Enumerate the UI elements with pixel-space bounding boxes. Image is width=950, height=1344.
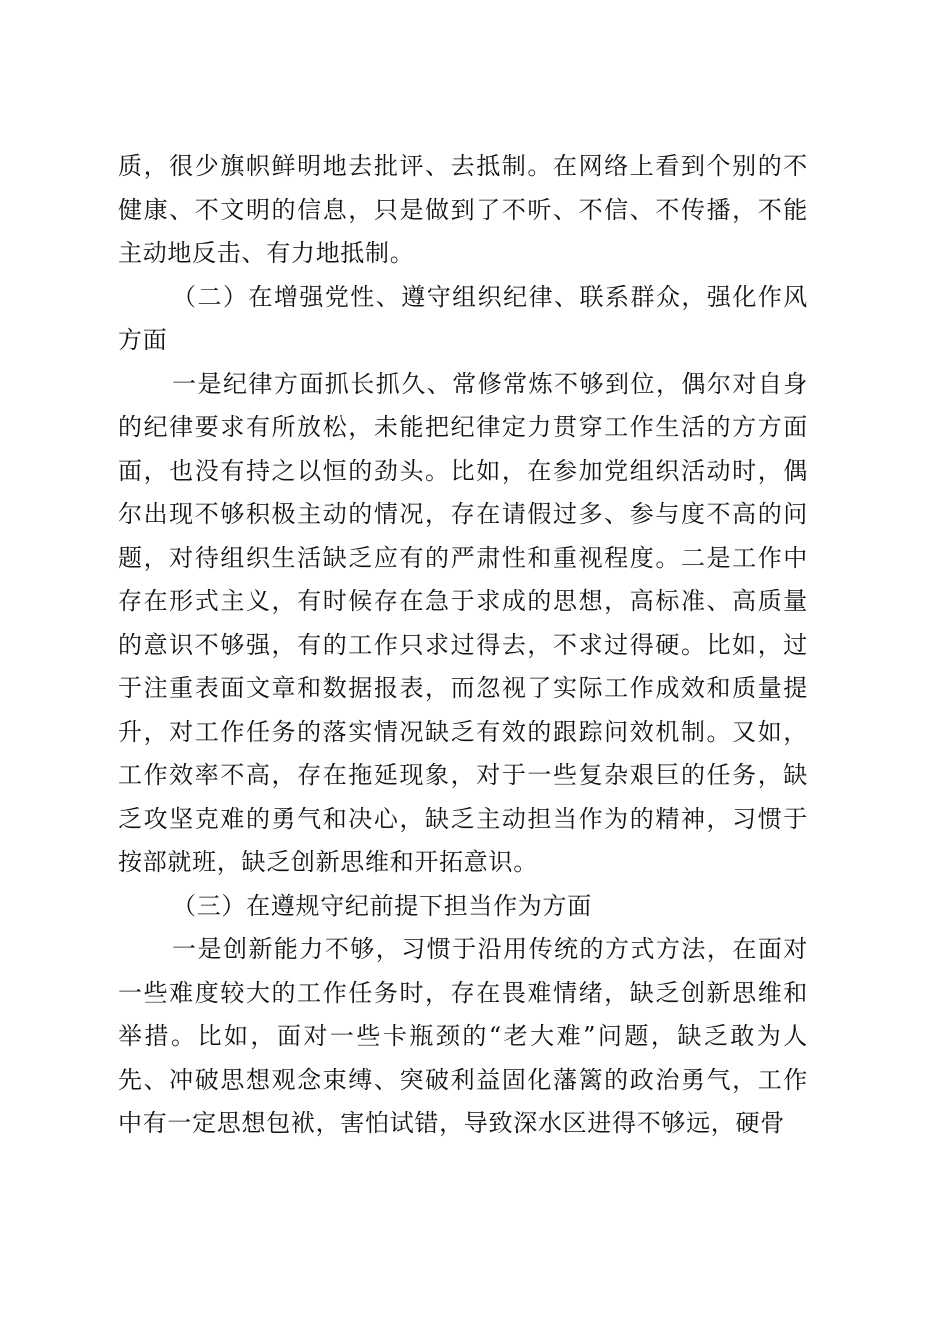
- paragraph-discipline: 一是纪律方面抓长抓久、常修常炼不够到位，偶尔对自身的纪律要求有所放松，未能把纪律定力贯穿工作生活的方方面面，也没有持之以恒的劲头。比如，在参加党组织活动时，偶尔出现不够积极主动的情况，存在请假过多、参与度不高的问题，对待组织生活缺乏应有的严肃性和重视程度。二是工作中存在形式主义，有时候存在急于求成的思想，高标准、高质量的意识不够强，有的工作只求过得去，不求过得硬。比如，过于注重表面文章和数据报表，而忽视了实际工作成效和质量提升，对工作任务的落实情况缺乏有效的跟踪问效机制。又如，工作效率不高，存在拖延现象，对于一些复杂艰巨的任务，缺乏攻坚克难的勇气和决心，缺乏主动担当作为的精神，习惯于按部就班，缺乏创新思维和开拓意识。: [118, 369, 808, 876]
- section-heading-three: （三）在遵规守纪前提下担当作为方面: [172, 891, 592, 920]
- paragraph-innovation: 一是创新能力不够，习惯于沿用传统的方式方法，在面对一些难度较大的工作任务时，存在畏难情绪，缺乏创新思维和举措。比如，面对一些卡瓶颈的“老大难”问题，缺乏敢为人先、冲破思想观念束缚、突破利益固化藩篱的政治勇气，工作中有一定思想包袱，害怕试错，导致深水区进得不够远，硬骨: [118, 935, 808, 1137]
- document-body: [118, 145, 808, 1146]
- paragraph-continued: 质，很少旗帜鲜明地去批评、去抵制。在网络上看到个别的不健康、不文明的信息，只是做到了不听、不信、不传播，不能主动地反击、有力地抵制。: [118, 152, 808, 267]
- section-heading-two: （二）在增强党性、遵守组织纪律、联系群众，强化作风方面: [118, 282, 808, 354]
